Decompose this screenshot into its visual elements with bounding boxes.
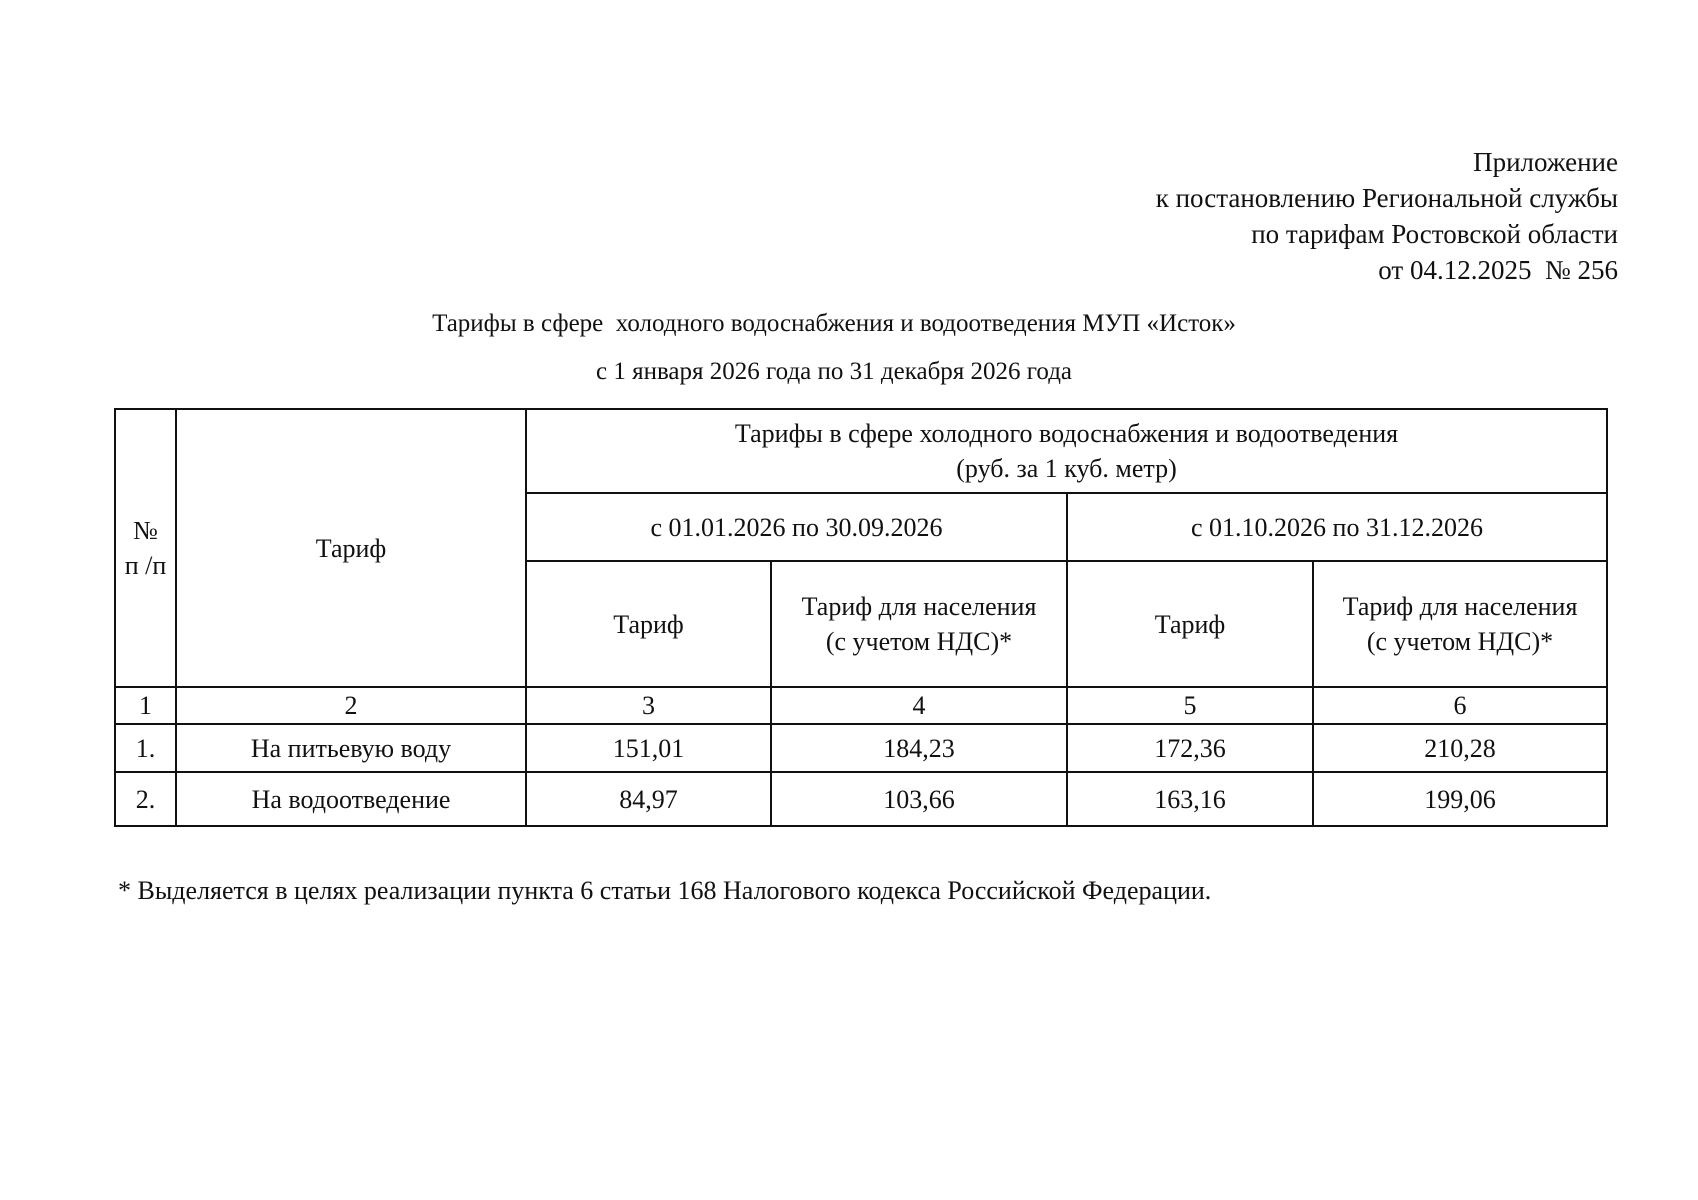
header-p2-population (1313, 561, 1607, 687)
header-p2-tariff: Тариф (1067, 561, 1313, 687)
header-vat-note: (с учетом НДС)* (1366, 627, 1554, 656)
cell-p2-population: 199,06 (1313, 772, 1607, 826)
table-row (115, 772, 1607, 826)
header-number-pp: п /п (124, 551, 167, 580)
header-period-1: с 01.01.2026 по 30.09.2026 (526, 493, 1067, 561)
column-number: 5 (1067, 687, 1313, 724)
header-tariff: Тариф (176, 409, 526, 687)
column-number: 1 (115, 687, 176, 724)
header-population-label: Тариф для населения (801, 592, 1037, 621)
row-number: 1. (115, 724, 176, 772)
header-number-sign: № (133, 516, 158, 545)
column-number: 6 (1313, 687, 1607, 724)
header-population-label: Тариф для населения (1342, 592, 1578, 621)
document-period: с 1 января 2026 года по 31 декабря 2026 года (595, 358, 1073, 385)
row-name: На водоотведение (176, 772, 526, 826)
column-number: 3 (526, 687, 771, 724)
row-name: На питьевую воду (176, 724, 526, 772)
appendix-block (1156, 144, 1618, 288)
tariff-table (114, 408, 1608, 827)
cell-p1-tariff: 151,01 (526, 724, 771, 772)
appendix-line: к постановлению Региональной службы (1155, 183, 1618, 213)
header-group-unit: (руб. за 1 куб. метр) (956, 454, 1177, 483)
document-title: Тарифы в сфере холодного водоснабжения и водоотведения МУП «Исток» (432, 310, 1236, 337)
cell-p2-population: 210,28 (1313, 724, 1607, 772)
appendix-line: по тарифам Ростовской области (1251, 219, 1618, 249)
cell-p2-tariff: 163,16 (1067, 772, 1313, 826)
appendix-title: Приложение (1473, 147, 1618, 177)
header-p1-tariff: Тариф (526, 561, 771, 687)
header-p1-population (771, 561, 1067, 687)
column-number: 2 (176, 687, 526, 724)
cell-p1-tariff: 84,97 (526, 772, 771, 826)
cell-p2-tariff: 172,36 (1067, 724, 1313, 772)
cell-p1-population: 103,66 (771, 772, 1067, 826)
cell-p1-population: 184,23 (771, 724, 1067, 772)
header-group-title: Тарифы в сфере холодного водоснабжения и водоотведения (734, 419, 1399, 448)
header-tariff-group (526, 409, 1607, 493)
appendix-date-number: от 04.12.2025 № 256 (1378, 255, 1618, 285)
header-period-2: с 01.10.2026 по 31.12.2026 (1067, 493, 1607, 561)
row-number: 2. (115, 772, 176, 826)
footnote: * Выделяется в целях реализации пункта 6 статьи 168 Налогового кодекса Российской Федерации. (118, 876, 1212, 905)
header-number (115, 409, 176, 687)
header-vat-note: (с учетом НДС)* (825, 627, 1013, 656)
column-number-row (115, 687, 1607, 724)
column-number: 4 (771, 687, 1067, 724)
table-row (115, 724, 1607, 772)
